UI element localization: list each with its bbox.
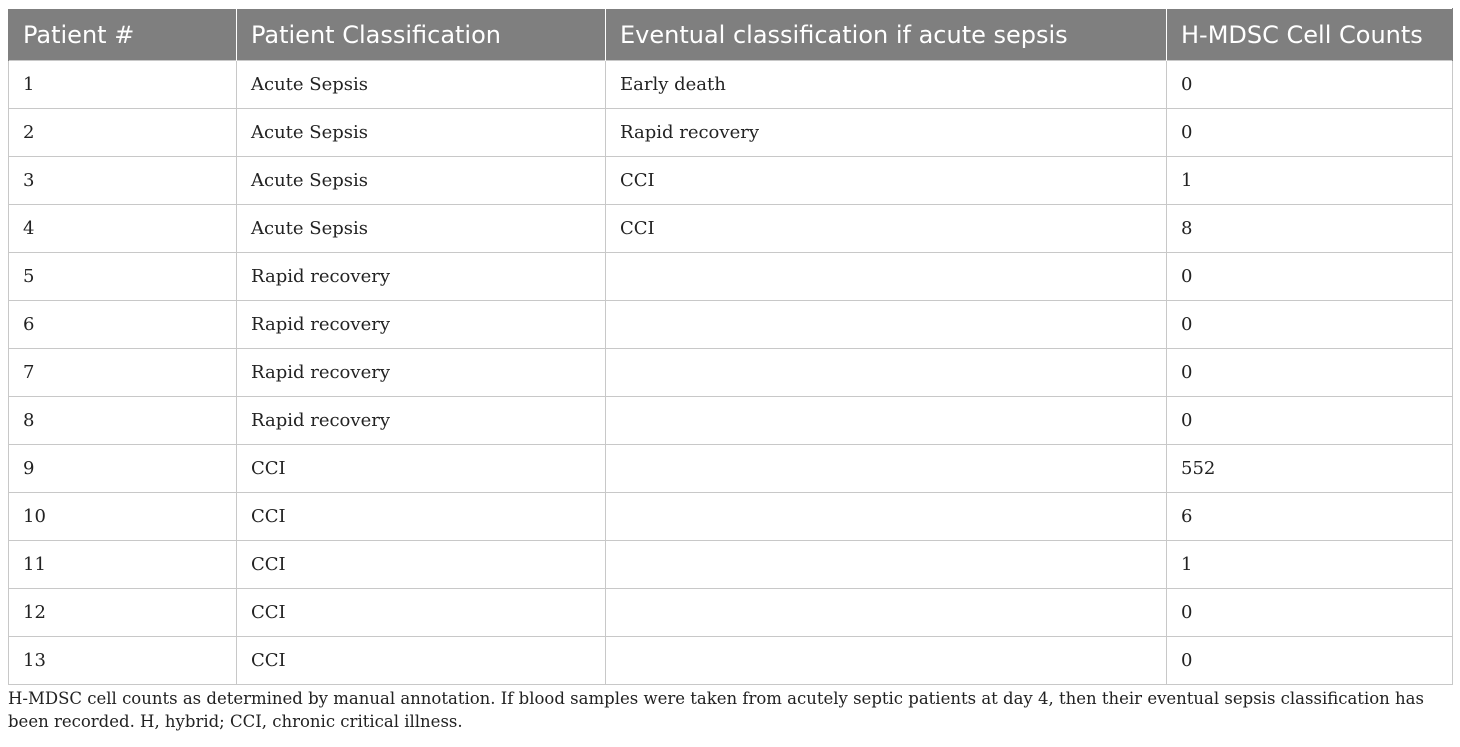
cell-patient-number: 13 xyxy=(9,637,237,685)
table-header xyxy=(9,9,1453,61)
cell-eventual-classification xyxy=(606,397,1167,445)
cell-cell-count: 0 xyxy=(1167,637,1453,685)
cell-eventual-classification xyxy=(606,541,1167,589)
cell-cell-count: 6 xyxy=(1167,493,1453,541)
cell-patient-classification: CCI xyxy=(237,445,606,493)
cell-patient-number: 9 xyxy=(9,445,237,493)
table-row xyxy=(9,253,1453,301)
cell-cell-count: 0 xyxy=(1167,349,1453,397)
table-row xyxy=(9,301,1453,349)
column-header-eventual-classification: Eventual classification if acute sepsis xyxy=(606,9,1167,61)
cell-patient-number: 7 xyxy=(9,349,237,397)
column-header-patient-classification: Patient Classification xyxy=(237,9,606,61)
cell-patient-number: 1 xyxy=(9,61,237,109)
table-row xyxy=(9,541,1453,589)
cell-cell-count: 0 xyxy=(1167,253,1453,301)
table-container xyxy=(8,8,1452,733)
cell-patient-classification: CCI xyxy=(237,589,606,637)
cell-eventual-classification: Rapid recovery xyxy=(606,109,1167,157)
table-row xyxy=(9,637,1453,685)
cell-eventual-classification xyxy=(606,349,1167,397)
cell-patient-classification: Acute Sepsis xyxy=(237,205,606,253)
cell-patient-classification: Rapid recovery xyxy=(237,253,606,301)
cell-patient-classification: Acute Sepsis xyxy=(237,157,606,205)
cell-eventual-classification xyxy=(606,493,1167,541)
table-body xyxy=(9,61,1453,685)
cell-patient-number: 2 xyxy=(9,109,237,157)
cell-eventual-classification: Early death xyxy=(606,61,1167,109)
column-header-cell-counts: H-MDSC Cell Counts xyxy=(1167,9,1453,61)
cell-cell-count: 0 xyxy=(1167,589,1453,637)
table-row xyxy=(9,205,1453,253)
column-header-patient-number: Patient # xyxy=(9,9,237,61)
table-row xyxy=(9,397,1453,445)
cell-patient-classification: Acute Sepsis xyxy=(237,61,606,109)
cell-eventual-classification xyxy=(606,301,1167,349)
header-row xyxy=(9,9,1453,61)
table-row xyxy=(9,61,1453,109)
cell-patient-classification: CCI xyxy=(237,493,606,541)
cell-cell-count: 0 xyxy=(1167,397,1453,445)
table-row xyxy=(9,109,1453,157)
cell-cell-count: 552 xyxy=(1167,445,1453,493)
cell-patient-classification: CCI xyxy=(237,541,606,589)
cell-patient-classification: CCI xyxy=(237,637,606,685)
cell-eventual-classification xyxy=(606,445,1167,493)
cell-eventual-classification xyxy=(606,253,1167,301)
data-table xyxy=(8,8,1453,685)
table-footnote: H-MDSC cell counts as determined by manual annotation. If blood samples were taken from acutely septic patients at day 4, then their eventual sepsis classification has been recorded. H, hybrid; CCI, chronic critical illness. xyxy=(8,689,1424,731)
cell-cell-count: 1 xyxy=(1167,541,1453,589)
cell-patient-number: 3 xyxy=(9,157,237,205)
cell-eventual-classification xyxy=(606,637,1167,685)
cell-eventual-classification: CCI xyxy=(606,205,1167,253)
cell-patient-classification: Rapid recovery xyxy=(237,397,606,445)
table-row xyxy=(9,349,1453,397)
cell-patient-number: 6 xyxy=(9,301,237,349)
cell-patient-number: 10 xyxy=(9,493,237,541)
cell-cell-count: 0 xyxy=(1167,109,1453,157)
cell-patient-classification: Rapid recovery xyxy=(237,349,606,397)
cell-cell-count: 0 xyxy=(1167,61,1453,109)
cell-cell-count: 0 xyxy=(1167,301,1453,349)
table-row xyxy=(9,445,1453,493)
cell-patient-number: 8 xyxy=(9,397,237,445)
cell-eventual-classification: CCI xyxy=(606,157,1167,205)
cell-patient-classification: Rapid recovery xyxy=(237,301,606,349)
cell-cell-count: 8 xyxy=(1167,205,1453,253)
table-row xyxy=(9,157,1453,205)
cell-patient-number: 11 xyxy=(9,541,237,589)
cell-patient-number: 12 xyxy=(9,589,237,637)
table-row xyxy=(9,589,1453,637)
cell-cell-count: 1 xyxy=(1167,157,1453,205)
cell-eventual-classification xyxy=(606,589,1167,637)
cell-patient-number: 4 xyxy=(9,205,237,253)
cell-patient-number: 5 xyxy=(9,253,237,301)
cell-patient-classification: Acute Sepsis xyxy=(237,109,606,157)
table-row xyxy=(9,493,1453,541)
